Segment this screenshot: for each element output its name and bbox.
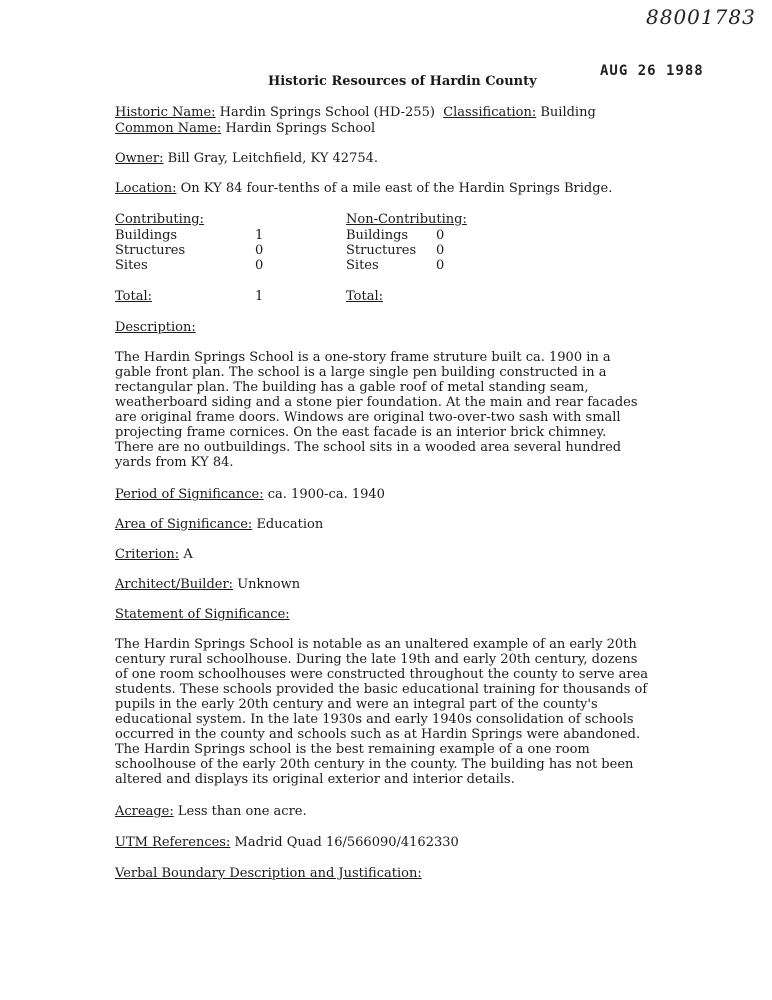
classification-label: Classification: [443, 105, 537, 120]
contributing-row-count: 1 [255, 228, 264, 243]
description-line: are original frame doors. Windows are original two-over-two sash with small [115, 410, 621, 425]
description-label: Description: [115, 320, 196, 335]
description-paragraph [115, 350, 662, 470]
statement-line: The Hardin Springs School is notable as an unaltered example of an early 20th [115, 637, 637, 652]
contributing-heading: Contributing: [115, 212, 204, 227]
description-line: The Hardin Springs School is a one-story frame struture built ca. 1900 in a [115, 350, 611, 365]
criterion-value: A [183, 547, 193, 562]
criterion-label: Criterion: [115, 547, 180, 562]
common-name-value: Hardin Springs School [225, 121, 376, 136]
common-name-label: Common Name: [115, 121, 222, 136]
description-line: weatherboard siding and a stone pier foundation. At the main and rear facades [115, 395, 638, 410]
statement-line: educational system. In the late 1930s and early 1940s consolidation of schools [115, 712, 634, 727]
non-contributing-row [346, 243, 466, 258]
period-line [115, 487, 385, 502]
contributing-row-count: 0 [255, 258, 264, 273]
non-contributing-total-label: Total: [346, 289, 384, 304]
non-contributing-row-count: 0 [436, 258, 445, 273]
non-contributing-total [346, 289, 383, 304]
area-label: Area of Significance: [115, 517, 253, 532]
verbal-boundary-label: Verbal Boundary Description and Justification: [115, 866, 422, 881]
architect-line [115, 577, 300, 592]
criterion-line [115, 547, 193, 562]
area-value: Education [256, 517, 324, 532]
contributing-total-count: 1 [255, 289, 264, 304]
architect-label: Architect/Builder: [115, 577, 234, 592]
contributing-row [115, 258, 275, 273]
contributing-total-label: Total: [115, 289, 153, 304]
contributing-row-label: Sites [115, 258, 148, 273]
historic-name-line [115, 105, 596, 120]
date-received-stamp: AUG 26 1988 [600, 63, 704, 79]
contributing-row [115, 243, 275, 258]
statement-line: occurred in the county and schools such as at Hardin Springs were abandoned. [115, 727, 641, 742]
location-label: Location: [115, 181, 177, 196]
handwritten-reference-number: 88001783 [646, 5, 756, 29]
statement-label: Statement of Significance: [115, 607, 290, 622]
period-value: ca. 1900-ca. 1940 [267, 487, 385, 502]
location-value: On KY 84 four-tenths of a mile east of the Hardin Springs Bridge. [180, 181, 613, 196]
non-contributing-row-label: Structures [346, 243, 417, 258]
acreage-label: Acreage: [115, 804, 174, 819]
non-contributing-row [346, 228, 466, 243]
page-title: Historic Resources of Hardin County [268, 74, 537, 89]
statement-line: century rural schoolhouse. During the late 19th and early 20th century, dozens [115, 652, 638, 667]
contributing-table [115, 212, 204, 227]
statement-line: altered and displays its original exterior and interior details. [115, 772, 515, 787]
historic-name-value: Hardin Springs School (HD-255) [219, 105, 435, 120]
statement-line: of one room schoolhouses were constructed throughout the county to serve area [115, 667, 649, 682]
description-line: gable front plan. The school is a large single pen building constructed in a [115, 365, 607, 380]
location-line [115, 181, 612, 196]
owner-label: Owner: [115, 151, 164, 166]
non-contributing-heading: Non-Contributing: [346, 212, 467, 227]
contributing-row-label: Buildings [115, 228, 178, 243]
common-name-line [115, 121, 375, 136]
statement-paragraph [115, 637, 662, 787]
acreage-line [115, 804, 307, 819]
owner-line [115, 151, 378, 166]
non-contributing-row-label: Buildings [346, 228, 409, 243]
classification-value: Building [540, 105, 596, 120]
area-line [115, 517, 323, 532]
non-contributing-row-count: 0 [436, 228, 445, 243]
contributing-row [115, 228, 275, 243]
owner-value: Bill Gray, Leitchfield, KY 42754. [167, 151, 379, 166]
non-contributing-row [346, 258, 466, 273]
contributing-total [115, 289, 275, 304]
contributing-row-label: Structures [115, 243, 186, 258]
statement-line: pupils in the early 20th century and were an integral part of the county's [115, 697, 598, 712]
description-line: yards from KY 84. [115, 455, 234, 470]
description-line: There are no outbuildings. The school sits in a wooded area several hundred [115, 440, 622, 455]
period-label: Period of Significance: [115, 487, 264, 502]
utm-value: Madrid Quad 16/566090/4162330 [234, 835, 459, 850]
non-contributing-row-label: Sites [346, 258, 379, 273]
architect-value: Unknown [237, 577, 301, 592]
utm-line [115, 835, 459, 850]
description-line: projecting frame cornices. On the east facade is an interior brick chimney. [115, 425, 607, 440]
non-contributing-table [346, 212, 467, 227]
statement-line: students. These schools provided the basic educational training for thousands of [115, 682, 648, 697]
acreage-value: Less than one acre. [177, 804, 307, 819]
utm-label: UTM References: [115, 835, 231, 850]
contributing-row-count: 0 [255, 243, 264, 258]
statement-line: schoolhouse of the early 20th century in the county. The building has not been [115, 757, 634, 772]
description-line: rectangular plan. The building has a gable roof of metal standing seam, [115, 380, 589, 395]
historic-name-label: Historic Name: [115, 105, 216, 120]
statement-line: The Hardin Springs school is the best remaining example of a one room [115, 742, 590, 757]
non-contributing-row-count: 0 [436, 243, 445, 258]
